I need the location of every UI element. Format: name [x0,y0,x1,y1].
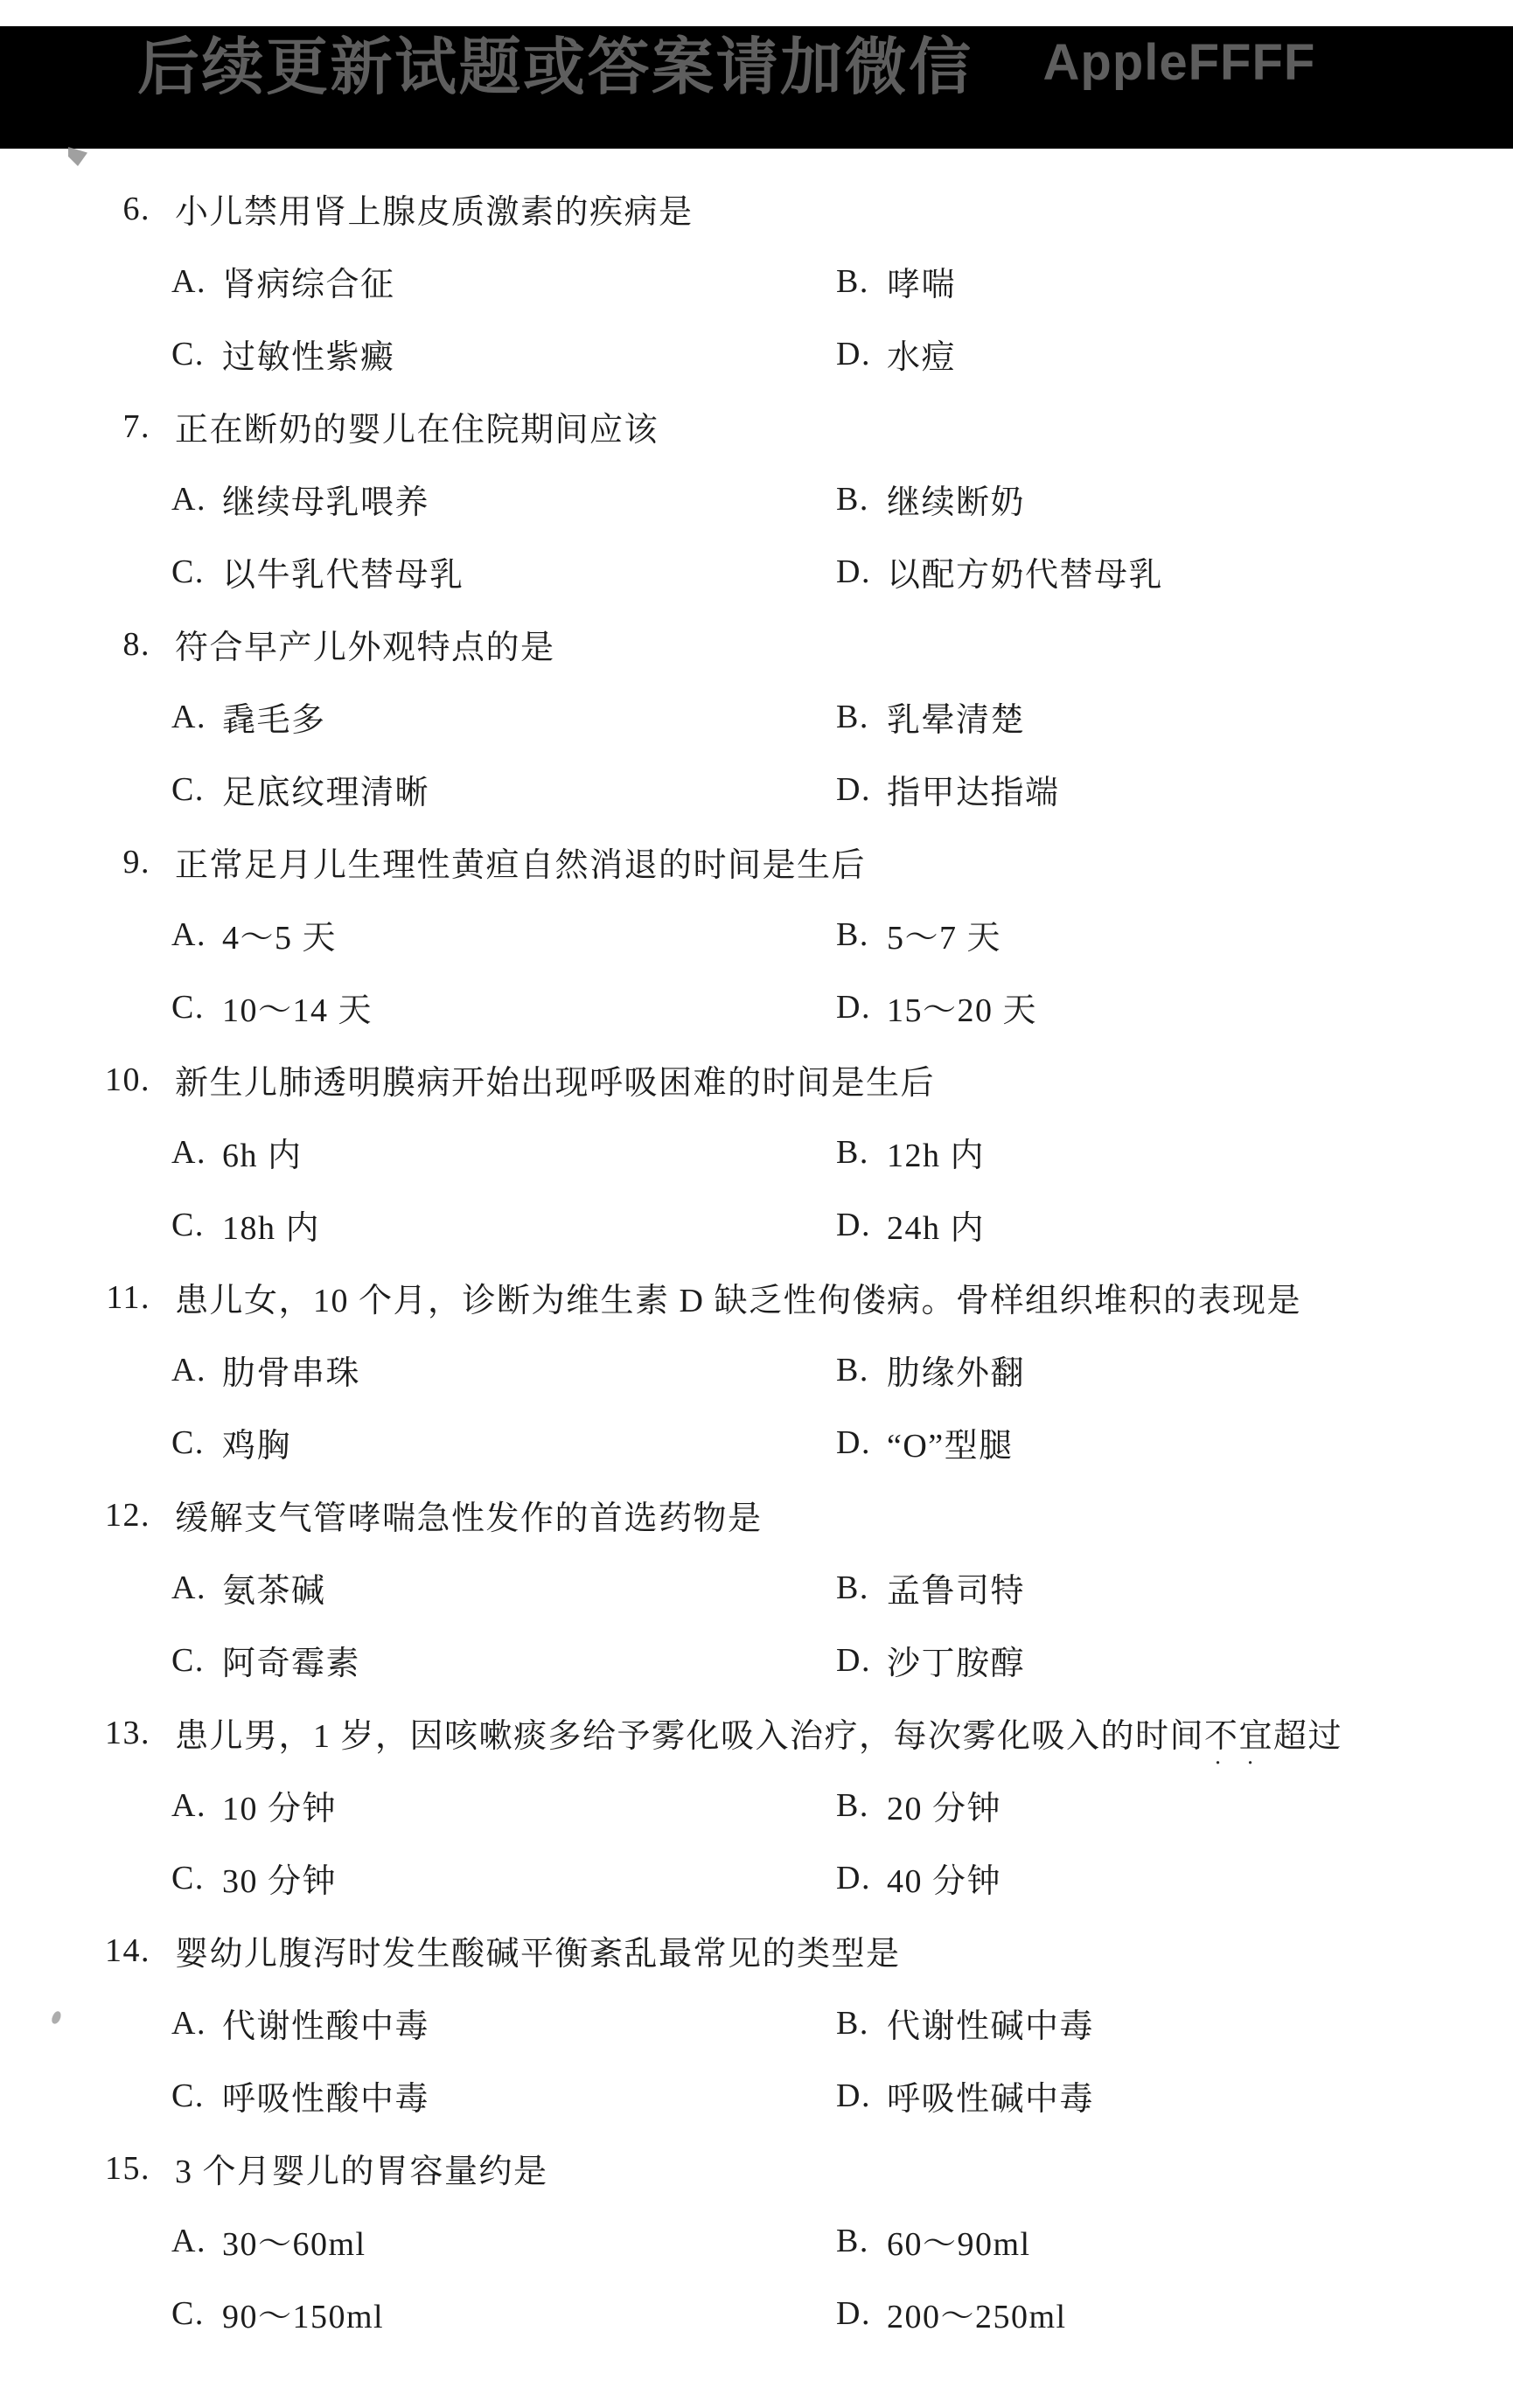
option-a [171,1999,836,2047]
option-a [171,692,836,741]
options-row-ab [0,463,1513,535]
option-text: 24h 内 [887,1210,986,1247]
option-text: 4～5 天 [222,920,338,957]
options-row-ab [0,898,1513,971]
option-c [171,1636,836,1684]
options-row-cd [0,2059,1513,2132]
question-9 [0,825,1513,1043]
options-row-cd [0,2277,1513,2349]
option-text: 以配方奶代替母乳 [887,557,1164,594]
question-stem-row [0,825,1513,898]
option-label: C. [171,1423,205,1461]
question-stem-row [0,172,1513,245]
question-stem-row [0,608,1513,680]
option-label: C. [171,770,205,808]
option-label: D. [836,1423,871,1461]
question-11 [0,1261,1513,1479]
option-label: B. [836,915,869,953]
option-b [836,1128,985,1176]
option-label: D. [836,1859,871,1896]
banner-message: 后续更新试题或答案请加微信 [137,33,973,102]
question-number: 12. [105,1496,150,1534]
option-label: B. [836,698,869,735]
option-text: 15～20 天 [887,992,1038,1029]
option-a [171,2217,836,2265]
option-d [836,547,1163,595]
option-text: 肋骨串珠 [222,1355,361,1392]
option-label: D. [836,553,871,590]
options-row-cd [0,1841,1513,1914]
option-b [836,1563,1025,1611]
question-stem: 符合早产儿外观特点的是 [175,630,555,666]
option-label: B. [836,1351,869,1388]
option-label: B. [836,2004,869,2042]
stem-emphasized-text: 不宜 ∙∙ [1204,1718,1273,1755]
option-text: 代谢性碱中毒 [887,2008,1095,2045]
option-label: B. [836,1569,869,1606]
option-b [836,1346,1025,1394]
question-14 [0,1914,1513,2132]
option-c [171,765,836,813]
option-text: 30 分钟 [222,1863,338,1900]
option-label: A. [171,480,206,518]
option-text: 90～150ml [222,2299,385,2335]
option-text: 哮喘 [887,267,957,303]
banner-text [137,26,1316,102]
options-row-cd [0,317,1513,390]
question-6 [0,172,1513,390]
option-label: D. [836,2077,871,2114]
option-text: 30～60ml [222,2226,366,2263]
option-b [836,257,956,305]
option-label: B. [836,2222,869,2259]
option-text: 20 分钟 [887,1791,1002,1827]
option-label: A. [171,1786,206,1824]
question-stem: 缓解支气管哮喘急性发作的首选药物是 [175,1500,763,1537]
wechat-ad-banner [0,26,1513,149]
option-label: A. [171,915,206,953]
option-d [836,1854,1001,1902]
option-text: 水痘 [887,339,957,376]
option-text: 肋缘外翻 [887,1355,1026,1392]
question-list [0,172,1513,2349]
option-c [171,330,836,378]
option-text: 毳毛多 [222,702,326,739]
option-b [836,1999,1094,2047]
option-c [171,1418,836,1466]
question-stem-row [0,390,1513,463]
question-stem: 患儿女，10 个月，诊断为维生素 D 缺乏性佝偻病。骨样组织堆积的表现是 [175,1283,1301,1319]
option-text: 60～90ml [887,2226,1031,2263]
options-row-cd [0,971,1513,1043]
option-label: D. [836,335,871,372]
option-text: 10 分钟 [222,1791,338,1827]
option-label: D. [836,988,871,1026]
option-d [836,2289,1067,2337]
option-b [836,692,1025,741]
question-stem: 婴幼儿腹泻时发生酸碱平衡紊乱最常见的类型是 [175,1936,901,1973]
option-text: 鸡胸 [222,1428,292,1465]
option-label: A. [171,2004,206,2042]
question-12 [0,1479,1513,1696]
option-label: A. [171,1569,206,1606]
option-a [171,1781,836,1829]
options-row-cd [0,1406,1513,1479]
option-label: B. [836,1133,869,1171]
question-number: 8. [122,625,150,663]
question-stem: 3 个月婴儿的胃容量约是 [175,2154,548,2190]
option-text: 继续断奶 [887,484,1026,521]
option-label: D. [836,770,871,808]
option-text: 继续母乳喂养 [222,484,430,521]
option-text: 代谢性酸中毒 [222,2008,430,2045]
question-number: 13. [105,1714,150,1751]
question-stem-row [0,1914,1513,1987]
question-number: 10. [105,1061,150,1098]
question-13 [0,1696,1513,1914]
question-number: 9. [122,843,150,880]
option-text: 指甲达指端 [887,775,1060,811]
option-a [171,1563,836,1611]
options-row-cd [0,1624,1513,1696]
options-row-cd [0,753,1513,825]
option-c [171,1201,836,1249]
option-label: C. [171,1641,205,1679]
option-a [171,257,836,305]
option-label: D. [836,1641,871,1679]
question-number: 15. [105,2149,150,2187]
option-c [171,547,836,595]
option-text: 200～250ml [887,2299,1067,2335]
option-label: D. [836,2294,871,2332]
options-row-ab [0,1987,1513,2059]
question-7 [0,390,1513,608]
options-row-cd [0,1188,1513,1261]
option-d [836,765,1060,813]
stem-text-tail: 超过 [1273,1718,1343,1755]
option-label: C. [171,2077,205,2114]
option-label: C. [171,2294,205,2332]
option-b [836,475,1025,523]
option-b [836,1781,1001,1829]
stem-text: 患儿男，1 岁，因咳嗽痰多给予雾化吸入治疗，每次雾化吸入的时间 [175,1718,1205,1755]
option-label: A. [171,1351,206,1388]
option-d [836,1418,1014,1466]
option-text: 12h 内 [887,1138,986,1174]
option-b [836,2217,1031,2265]
options-row-ab [0,1333,1513,1406]
option-text: 孟鲁司特 [887,1573,1026,1610]
option-label: C. [171,335,205,372]
question-8 [0,608,1513,825]
question-stem: 小儿禁用肾上腺皮质激素的疾病是 [175,194,694,231]
option-label: D. [836,1206,871,1243]
option-label: B. [836,1786,869,1824]
option-label: A. [171,262,206,300]
question-stem: 正常足月儿生理性黄疸自然消退的时间是生后 [175,847,867,884]
question-stem: 正在断奶的婴儿在住院期间应该 [175,412,659,449]
options-row-cd [0,535,1513,608]
option-c [171,2071,836,2119]
option-label: A. [171,2222,206,2259]
option-c [171,983,836,1031]
option-text: 阿奇霉素 [222,1646,361,1682]
option-text: 呼吸性碱中毒 [887,2081,1095,2118]
wechat-handle: AppleFFFF [1042,33,1316,91]
option-label: C. [171,1206,205,1243]
option-text: 氨茶碱 [222,1573,326,1610]
option-text: 10～14 天 [222,992,373,1029]
option-d [836,2071,1094,2119]
option-a [171,1128,836,1176]
option-text: 乳晕清楚 [887,702,1026,739]
question-stem-row [0,1479,1513,1551]
option-text: 5～7 天 [887,920,1002,957]
option-text: 过敏性紫癜 [222,339,395,376]
option-text: 以牛乳代替母乳 [222,557,464,594]
question-stem-row [0,1261,1513,1333]
option-d [836,983,1037,1031]
option-c [171,1854,836,1902]
option-text: “O”型腿 [887,1428,1014,1465]
option-d [836,330,956,378]
option-label: A. [171,1133,206,1171]
option-text: 足底纹理清晰 [222,775,430,811]
option-text: 6h 内 [222,1138,303,1174]
option-text: 40 分钟 [887,1863,1002,1900]
question-number: 11. [106,1278,150,1316]
options-row-ab [0,1769,1513,1841]
option-label: C. [171,553,205,590]
scan-artifact-wedge [68,147,87,166]
options-row-ab [0,2204,1513,2277]
option-d [836,1201,985,1249]
options-row-ab [0,1116,1513,1188]
question-number: 7. [122,407,150,445]
question-10 [0,1043,1513,1261]
option-text: 18h 内 [222,1210,321,1247]
option-b [836,910,1001,958]
option-label: A. [171,698,206,735]
option-label: C. [171,1859,205,1896]
question-stem-row [0,2132,1513,2204]
option-a [171,1346,836,1394]
option-label: C. [171,988,205,1026]
option-d [836,1636,1025,1684]
option-text: 沙丁胺醇 [887,1646,1026,1682]
question-number: 6. [122,190,150,227]
option-a [171,910,836,958]
option-label: B. [836,262,869,300]
option-text: 肾病综合征 [222,267,395,303]
option-text: 呼吸性酸中毒 [222,2081,430,2118]
options-row-ab [0,245,1513,317]
options-row-ab [0,1551,1513,1624]
question-stem: 新生儿肺透明膜病开始出现呼吸困难的时间是生后 [175,1065,936,1102]
options-row-ab [0,680,1513,753]
question-stem-row [0,1696,1513,1769]
question-stem-row [0,1043,1513,1116]
option-a [171,475,836,523]
question-stem [175,1709,1342,1757]
question-15 [0,2132,1513,2349]
option-label: B. [836,480,869,518]
question-number: 14. [105,1931,150,1969]
option-c [171,2289,836,2337]
